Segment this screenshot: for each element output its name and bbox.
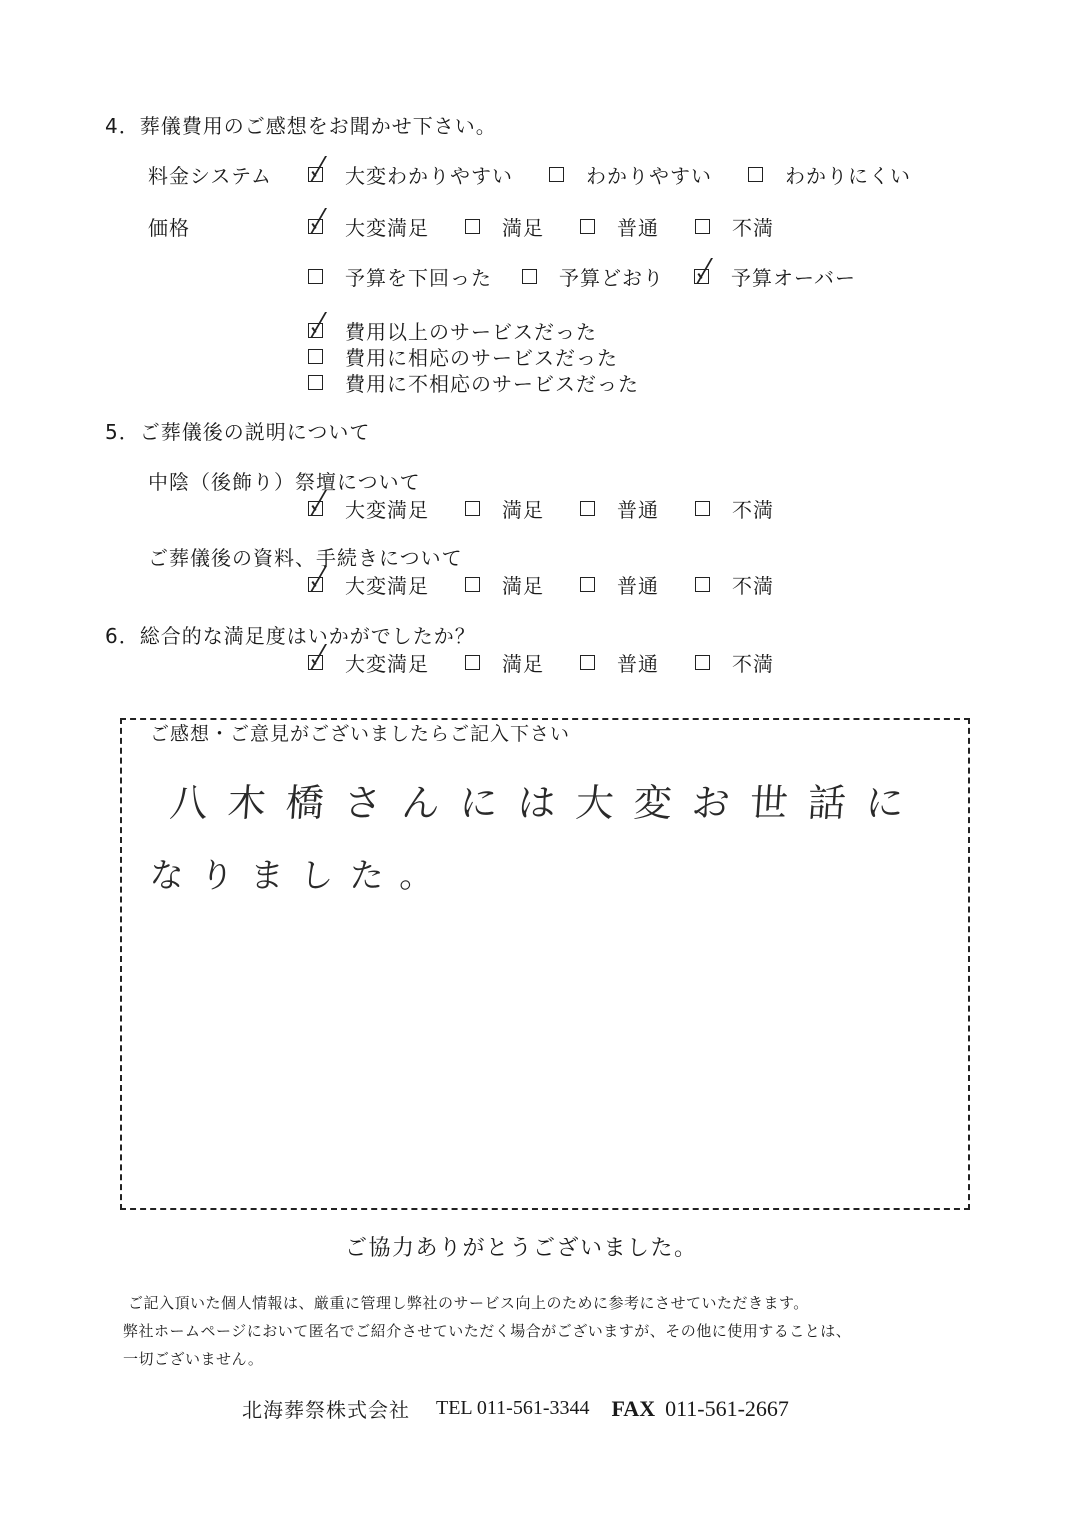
fax-label: FAX	[611, 1395, 656, 1421]
checkbox-icon[interactable]	[549, 167, 564, 182]
fee-system-row	[148, 160, 911, 189]
checkbox-icon[interactable]	[308, 577, 323, 592]
overall-options-row	[308, 648, 774, 677]
value-option-3[interactable]: 費用に不相応のサービスだった	[308, 368, 639, 397]
option-dissatisfied[interactable]: 不満	[695, 494, 774, 523]
option-satisfied[interactable]: 満足	[465, 212, 544, 241]
option-under-budget[interactable]: 予算を下回った	[308, 262, 492, 291]
checkbox-icon[interactable]	[465, 501, 480, 516]
privacy-line-1: ご記入頂いた個人情報は、厳重に管理し弊社のサービス向上のために参考にさせていただきます。	[128, 1294, 809, 1312]
option-satisfied[interactable]: 満足	[465, 648, 544, 677]
price-label: 価格	[148, 216, 190, 240]
option-normal[interactable]: 普通	[580, 648, 659, 677]
q5-heading: 5．ご葬儀後の説明について	[105, 420, 371, 444]
q4-heading: 4．葬儀費用のご感想をお聞かせ下さい。	[105, 114, 497, 138]
checkbox-icon[interactable]	[308, 167, 323, 182]
altar-options-row	[308, 494, 774, 523]
thanks-message: ご協力ありがとうございました。	[345, 1236, 698, 1261]
price-budget-row	[308, 262, 856, 291]
privacy-line-2: 弊社ホームページにおいて匿名でご紹介させていただく場合がございますが、その他に使用することは、	[123, 1322, 852, 1340]
fee-system-label: 料金システム	[148, 164, 272, 188]
checkbox-icon[interactable]	[465, 655, 480, 670]
option-satisfied[interactable]: 満足	[465, 570, 544, 599]
comment-handwritten-line-1: 八木橋さんには大変お世話に	[168, 781, 926, 825]
checkbox-icon[interactable]	[695, 501, 710, 516]
checkbox-icon[interactable]	[308, 269, 323, 284]
checkbox-icon[interactable]	[465, 219, 480, 234]
option-dissatisfied[interactable]: 不満	[695, 648, 774, 677]
tel-number: TEL 011-561-3344	[436, 1397, 590, 1419]
fax-number: 011-561-2667	[665, 1395, 789, 1421]
privacy-line-3: 一切ございません。	[123, 1350, 264, 1368]
checkbox-icon[interactable]	[308, 349, 323, 364]
value-option-2[interactable]: 費用に相応のサービスだった	[308, 342, 618, 371]
checkbox-icon[interactable]	[580, 219, 595, 234]
option-normal[interactable]: 普通	[580, 570, 659, 599]
option-very-satisfied[interactable]: 大変満足	[308, 494, 429, 523]
option-dissatisfied[interactable]: 不満	[695, 212, 774, 241]
comment-handwritten-line-2: なりました。	[148, 856, 452, 896]
checkbox-icon[interactable]	[580, 577, 595, 592]
checkbox-icon[interactable]	[308, 655, 323, 670]
checkbox-icon[interactable]	[580, 501, 595, 516]
checkbox-icon[interactable]	[695, 219, 710, 234]
checkbox-icon[interactable]	[308, 219, 323, 234]
docs-label: ご葬儀後の資料、手続きについて	[148, 546, 463, 570]
option-unclear[interactable]: わかりにくい	[748, 160, 911, 189]
price-satisfaction-row	[148, 212, 774, 241]
altar-label: 中陰（後飾り）祭壇について	[148, 470, 421, 494]
checkbox-icon[interactable]	[695, 577, 710, 592]
option-satisfied[interactable]: 満足	[465, 494, 544, 523]
option-very-satisfied[interactable]: 大変満足	[308, 212, 429, 241]
option-very-satisfied[interactable]: 大変満足	[308, 570, 429, 599]
comment-label: ご感想・ご意見がございましたらご記入下さい	[150, 723, 571, 745]
checkbox-icon[interactable]	[308, 501, 323, 516]
option-normal[interactable]: 普通	[580, 212, 659, 241]
checkbox-icon[interactable]	[748, 167, 763, 182]
checkbox-icon[interactable]	[695, 655, 710, 670]
q6-heading: 6．総合的な満足度はいかがでしたか？	[105, 624, 476, 648]
checkbox-icon[interactable]	[694, 269, 709, 284]
company-name: 北海葬祭株式会社	[242, 1398, 410, 1422]
checkbox-icon[interactable]	[522, 269, 537, 284]
option-normal[interactable]: 普通	[580, 494, 659, 523]
checkbox-icon[interactable]	[580, 655, 595, 670]
checkbox-icon[interactable]	[465, 577, 480, 592]
checkbox-icon[interactable]	[308, 323, 323, 338]
checkbox-icon[interactable]	[308, 375, 323, 390]
option-very-clear[interactable]: 大変わかりやすい	[308, 160, 513, 189]
value-option-1[interactable]: 費用以上のサービスだった	[308, 316, 597, 345]
option-dissatisfied[interactable]: 不満	[695, 570, 774, 599]
option-clear[interactable]: わかりやすい	[549, 160, 712, 189]
option-on-budget[interactable]: 予算どおり	[522, 262, 664, 291]
docs-options-row	[308, 570, 774, 599]
footer	[242, 1394, 789, 1423]
option-over-budget[interactable]: 予算オーバー	[694, 262, 856, 291]
option-very-satisfied[interactable]: 大変満足	[308, 648, 429, 677]
